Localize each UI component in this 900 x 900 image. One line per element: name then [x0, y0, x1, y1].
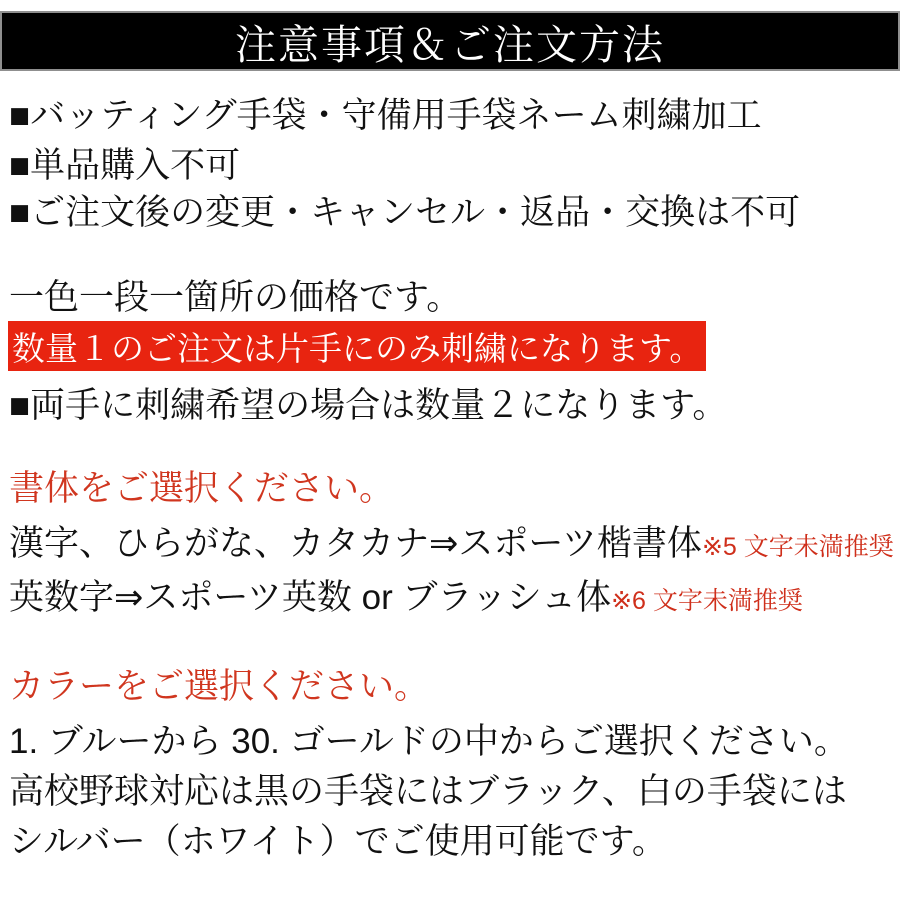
note-line-no-cancel: ■ご注文後の変更・キャンセル・返品・交換は不可: [9, 193, 801, 232]
both-hands-rule-text: ■両手に刺繍希望の場合は数量２になります。: [9, 386, 728, 425]
note-line-no-single-purchase: ■単品購入不可: [9, 146, 241, 185]
color-section-heading: カラーをご選択ください。: [9, 667, 430, 706]
color-range-text: 1. ブルーから 30. ゴールドの中からご選択ください。: [9, 722, 849, 761]
header-bar: [0, 11, 900, 71]
quantity-highlight-band: [8, 321, 706, 371]
price-rule-text: 一色一段一箇所の価格です。: [9, 278, 462, 317]
font-rule-alnum-row: [9, 577, 803, 619]
highschool-rule-text-1: 高校野球対応は黒の手袋にはブラック、白の手袋には: [9, 772, 847, 811]
font-rule-kanji-row: [9, 523, 894, 565]
quantity-highlight-text: 数量１のご注文は片手にのみ刺繍になります。: [12, 329, 703, 367]
font-rule-alnum-note: ※6 文字未満推奨: [611, 587, 803, 615]
page-title: 注意事項＆ご注文方法: [235, 21, 665, 68]
font-rule-kanji-text: 漢字、ひらがな、カタカナ⇒スポーツ楷書体: [9, 524, 702, 563]
font-section-heading: 書体をご選択ください。: [9, 469, 395, 508]
font-rule-kanji-note: ※5 文字未満推奨: [701, 533, 894, 561]
highschool-rule-text-2: シルバー（ホワイト）でご使用可能です。: [9, 822, 667, 861]
note-line-embroidery-target: ■バッティング手袋・守備用手袋ネーム刺繍加工: [9, 96, 762, 135]
font-rule-alnum-text: 英数字⇒スポーツ英数 or ブラッシュ体: [9, 578, 612, 617]
